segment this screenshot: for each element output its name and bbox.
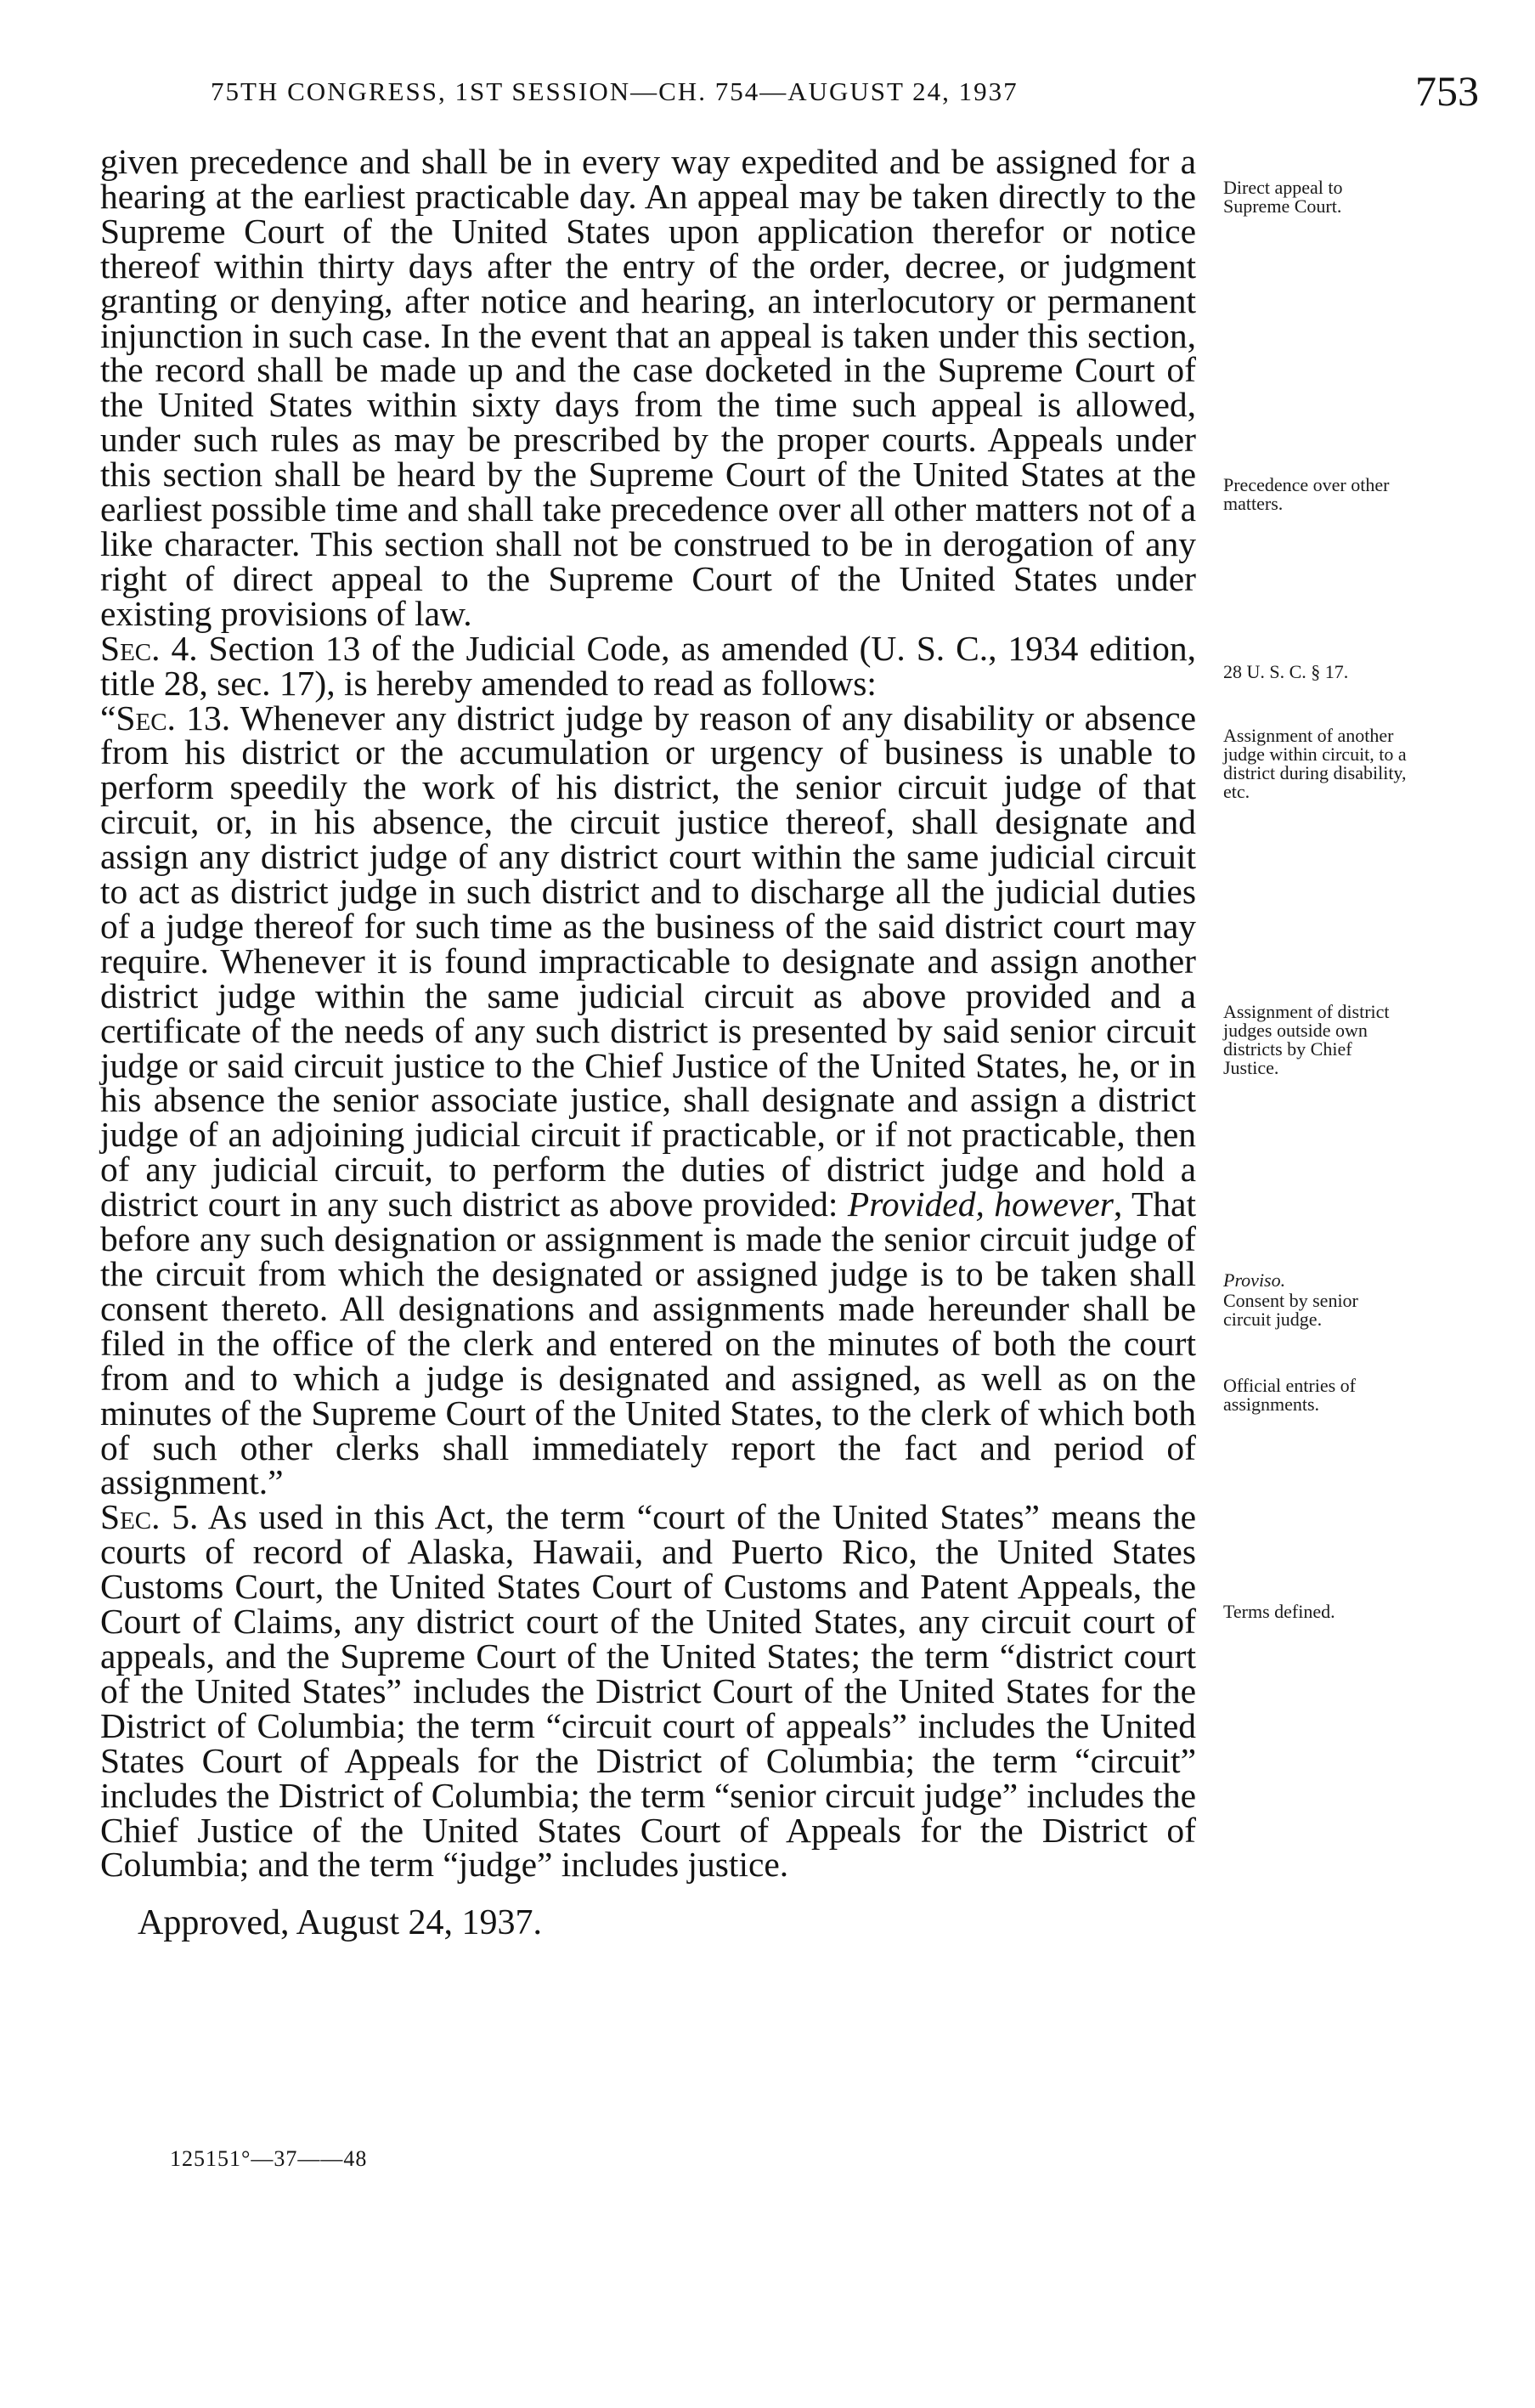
margin-note-assignment-within: Assignment of another judge within circuit, to a district during disability, etc. <box>1223 725 1407 802</box>
section-5-label: Sec. 5. <box>100 1497 199 1537</box>
margin-note-assignment-outside: Assignment of district judges outside own districts by Chief Justice. <box>1223 1001 1390 1078</box>
section-13-text-a: Whenever any district judge by reason of any disability or absence from his district or the accumulation or urgency of business is unable to perform speedily the work of his district, the senior circuit judge of that circuit, or, in his absence, the circuit justice thereof, shall designate and assign any district judge of any district court within the same judicial circuit to act as district judge in such district and to discharge all the judicial duties of a judge thereof for such time as the business of the said district court may require. Whenever it is found impracticable to designate and assign another district judge within the same judicial circuit as above provided and a certificate of the needs of any such district is presented by said senior circuit judge or said circuit justice to the Chief Justice of the United States, he, or in his absence the senior associate justice, shall designate and assign a district judge of an adjoining judicial circuit if practicable, or if not practicable, then of any judicial circuit, to perform the duties of district judge and hold a district court in any such district as above provided: <box>100 698 1196 1224</box>
section-13 <box>100 698 1196 1502</box>
margin-note-usc-ref: 28 U. S. C. § 17. <box>1223 661 1349 682</box>
margin-note-terms-defined: Terms defined. <box>1223 1601 1335 1622</box>
page-number: 753 <box>1415 67 1479 115</box>
section-13-text-b: , That before any such designation or assignment is made the senior circuit judge of the circuit from which the designated or assigned judge is to be taken shall consent thereto. All designations and assignments made hereunder shall be filed in the office of the clerk and entered on the minutes of both the court from and to which a judge is designated and assigned, as well as on the minutes of the Supreme Court of the United States, to the clerk of which both of such other clerks shall immediately report the fact and period of assignment.” <box>100 1184 1196 1502</box>
margin-note-official-entries: Official entries of assignments. <box>1223 1375 1356 1415</box>
running-head: 75TH CONGRESS, 1ST SESSION—CH. 754—AUGUST 24, 1937 <box>211 76 1019 106</box>
proviso-italic: Provided, however <box>847 1184 1114 1224</box>
section-4-text: Section 13 of the Judicial Code, as amended (U. S. C., 1934 edition, title 28, sec. 17), is hereby amended to read as follows: <box>100 628 1196 703</box>
section-5-text: As used in this Act, the term “court of the United States” means the courts of record of Alaska, Hawaii, and Puerto Rico, the United States Customs Court, the United States Court of Customs and Patent Appeals, the Court of Claims, any district court of the United States, any circuit court of appeals, and the Supreme Court of the United States; the term “district court of the United States” includes the District Court of the United States for the District of Columbia; the term “circuit court of appeals” includes the United States Court of Appeals for the District of Columbia; the term “circuit” includes the District of Columbia; the term “senior circuit judge” includes the Chief Justice of the United States Court of Appeals for the District of Columbia; and the term “judge” includes justice. <box>100 1497 1196 1885</box>
margin-note-proviso: Proviso. <box>1223 1269 1286 1291</box>
statute-text <box>100 144 1196 1941</box>
paragraph-continuation: given precedence and shall be in every way expedited and be assigned for a hearing at the earliest practicable day. An appeal may be taken directly to the Supreme Court of the United States upon application therefor or notice thereof within thirty days after the entry of the order, decree, or judgment granting or denying, after notice and hearing, an interlocutory or permanent injunction in such case. In the event that an appeal is taken under this section, the record shall be made up and the case docketed in the Supreme Court of the United States within sixty days from the time such appeal is allowed, under such rules as may be prescribed by the proper courts. Appeals under this section shall be heard by the Supreme Court of the United States at the earliest possible time and shall take precedence over all other matters not of a like character. This section shall not be construed to be in derogation of any right of direct appeal to the Supreme Court of the United States under existing provisions of law. <box>100 142 1196 633</box>
approval-line: Approved, August 24, 1937. <box>138 1903 542 1943</box>
section-4 <box>100 628 1196 703</box>
margin-note-consent: Consent by senior circuit judge. <box>1223 1290 1358 1330</box>
margin-note-direct-appeal: Direct appeal to Supreme Court. <box>1223 177 1343 217</box>
section-4-label: Sec. 4. <box>100 628 198 668</box>
section-5 <box>100 1497 1196 1885</box>
margin-note-precedence: Precedence over other matters. <box>1223 474 1390 514</box>
section-13-label: “Sec. 13. <box>100 698 231 738</box>
print-code: 125151°—37——48 <box>170 2146 368 2171</box>
